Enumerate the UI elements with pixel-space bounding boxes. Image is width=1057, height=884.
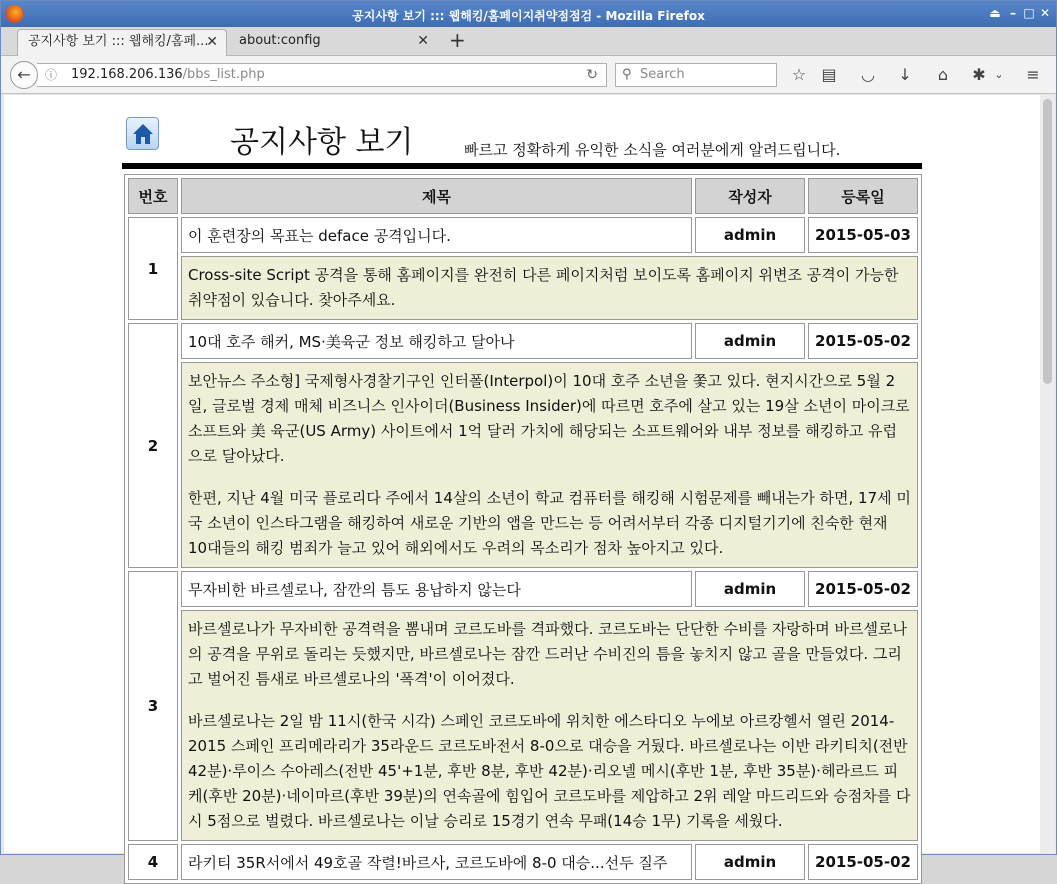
table-header-row (128, 178, 918, 214)
vertical-scrollbar[interactable] (1040, 95, 1055, 853)
close-tab-icon[interactable]: ✕ (206, 34, 218, 50)
title-bar (1, 1, 1056, 27)
bookmark-star-icon[interactable]: ☆ (791, 65, 807, 84)
extension-icon[interactable]: ✱ (972, 65, 986, 84)
reload-icon[interactable]: ↻ (586, 67, 598, 83)
post-author: admin (695, 844, 805, 880)
post-subject-link[interactable]: 라키티 35R서에서 49호골 작렬!바르사, 코르도바에 8-0 대승...선두 질주 (181, 844, 692, 880)
col-author-header: 작성자 (695, 178, 805, 214)
downloads-icon[interactable]: ↓ (898, 65, 912, 84)
post-paragraph: 한편, 지난 4월 미국 플로리다 주에서 14살의 소년이 학교 컴퓨터를 해킹해 시험문제를 빼내는가 하면, 17세 미국 소년이 인스타그램을 해킹하여 새로운 기반의 앱을 만드는 등 어려서부터 각종 디지털기기에 친숙한 현재 10대들의 해킹 범죄가 늘고 있어 해외에서도 우려의 목소리가 점차 높아지고 있다. (188, 489, 911, 557)
extension-menu-chevron-icon[interactable]: ⌄ (994, 68, 1004, 81)
search-placeholder: Search (640, 67, 685, 82)
page-title: 공지사항 보기 (230, 125, 414, 160)
col-subject-header: 제목 (181, 178, 692, 214)
window-title: 공지사항 보기 ::: 웹해킹/홈페이지취약점점검 - Mozilla Firefox (352, 9, 705, 23)
post-number: 2 (128, 323, 178, 568)
post-body (181, 610, 918, 841)
hamburger-menu-icon[interactable]: ≡ (1026, 65, 1040, 84)
close-window-icon[interactable]: ✕ (1039, 6, 1051, 20)
table-row (128, 844, 918, 880)
post-paragraph: 바르셀로나가 무자비한 공격력을 뽐내며 코르도바를 격파했다. 코르도바는 단단한 수비를 자랑하며 바르셀로나의 공격을 무위로 돌리는 듯했지만, 바르셀로나는 잠깐 드러난 수비진의 틈을 놓치지 않고 골을 만들었다. 그리고 벌어진 틈새로 바르셀로나의 '폭격'이 이어졌다. (188, 620, 907, 688)
table-row-body (128, 256, 918, 320)
back-arrow-icon: ← (17, 65, 31, 84)
post-body (181, 256, 918, 320)
table-row-body (128, 610, 918, 841)
scrollbar-thumb[interactable] (1043, 99, 1052, 384)
close-tab-icon[interactable]: ✕ (417, 33, 429, 49)
minimize-icon[interactable]: – (1010, 6, 1016, 20)
shade-icon[interactable]: ⏏ (989, 6, 1001, 20)
post-body (181, 362, 918, 568)
post-subject-link[interactable]: 이 훈련장의 목표는 deface 공격입니다. (181, 217, 692, 253)
tab-label: about:config (239, 33, 321, 48)
url-text (71, 64, 265, 86)
info-icon[interactable]: ⓘ (45, 68, 58, 82)
search-icon: ⚲ (622, 67, 632, 82)
post-author: admin (695, 571, 805, 607)
new-tab-icon[interactable]: + (449, 28, 466, 52)
url-path: /bbs_list.php (182, 67, 265, 82)
title-divider (122, 163, 922, 169)
pocket-icon[interactable]: ◡ (861, 65, 875, 84)
tab-strip (1, 27, 1056, 56)
post-date: 2015-05-02 (808, 323, 918, 359)
post-number: 4 (128, 844, 178, 880)
page-content (4, 95, 1040, 872)
post-date: 2015-05-02 (808, 571, 918, 607)
url-bar[interactable] (37, 63, 607, 87)
home-icon[interactable]: ⌂ (937, 65, 949, 84)
page-subtitle: 빠르고 정확하게 유익한 소식을 여러분에게 알려드립니다. (464, 141, 841, 159)
post-author: admin (695, 323, 805, 359)
post-date: 2015-05-02 (808, 844, 918, 880)
post-author: admin (695, 217, 805, 253)
post-subject-link[interactable]: 무자비한 바르셀로나, 잠깐의 틈도 용납하지 않는다 (181, 571, 692, 607)
post-number: 3 (128, 571, 178, 841)
tab-label: 공지사항 보기 ::: 웹해킹/홈페... (28, 34, 209, 49)
nav-bar (1, 56, 1056, 94)
url-host: 192.168.206.136 (71, 67, 183, 82)
tab-about-config[interactable] (229, 29, 437, 56)
table-row (128, 571, 918, 607)
home-link-icon[interactable] (126, 117, 159, 150)
post-subject-link[interactable]: 10대 호주 해커, MS·美육군 정보 해킹하고 달아나 (181, 323, 692, 359)
notice-table (124, 174, 922, 884)
maximize-icon[interactable]: □ (1023, 6, 1035, 20)
post-paragraph: 바르셀로나는 2일 밤 11시(한국 시각) 스페인 코르도바에 위치한 에스타디오 누에보 아르캉헬서 열린 2014-2015 스페인 프리메라리가 35라운드 코르도바전서 8-0으로 대승을 거뒀다. 바르셀로나는 이반 라키티치(전반 42분)·루이스 수아레스(전반 45'+1분, 후반 8분, 후반 42분)·리오넬 메시(후반 1분, 후반 35분)·헤라르드 피케(후반 20분)·네이마르(후반 39분)의 연속골에 힘입어 코르도바를 제압하고 2위 레알 마드리드와 승점차를 다시 5점으로 벌렸다. 바르셀로나는 이날 승리로 15경기 연속 무패(14승 1무) 기록을 세웠다. (188, 712, 911, 830)
table-row (128, 323, 918, 359)
posts-body (128, 217, 918, 880)
col-number-header: 번호 (128, 178, 178, 214)
post-date: 2015-05-03 (808, 217, 918, 253)
post-paragraph: 보안뉴스 주소형] 국제형사경찰기구인 인터폴(Interpol)이 10대 호주 소년을 쫓고 있다. 현지시간으로 5월 2일, 글로벌 경제 매체 비즈니스 인사이더(Business Insider)에 따르면 호주에 살고 있는 19살 소년이 마이크로소프트와 美 육군(US Army) 사이트에서 1억 달러 가치에 해당되는 소프트웨어와 내부 정보를 해킹하고 유럽으로 달아났다. (188, 372, 910, 465)
search-input[interactable] (615, 63, 777, 87)
back-button[interactable] (10, 61, 38, 89)
table-row-body (128, 362, 918, 568)
tab-notice[interactable] (17, 29, 227, 56)
reading-list-icon[interactable]: ▤ (821, 65, 837, 84)
post-paragraph: Cross-site Script 공격을 통해 홈페이지를 완전히 다른 페이지처럼 보이도록 홈페이지 위변조 공격이 가능한 취약점이 있습니다. 찾아주세요. (188, 266, 899, 309)
table-row (128, 217, 918, 253)
col-date-header: 등록일 (808, 178, 918, 214)
post-number: 1 (128, 217, 178, 320)
